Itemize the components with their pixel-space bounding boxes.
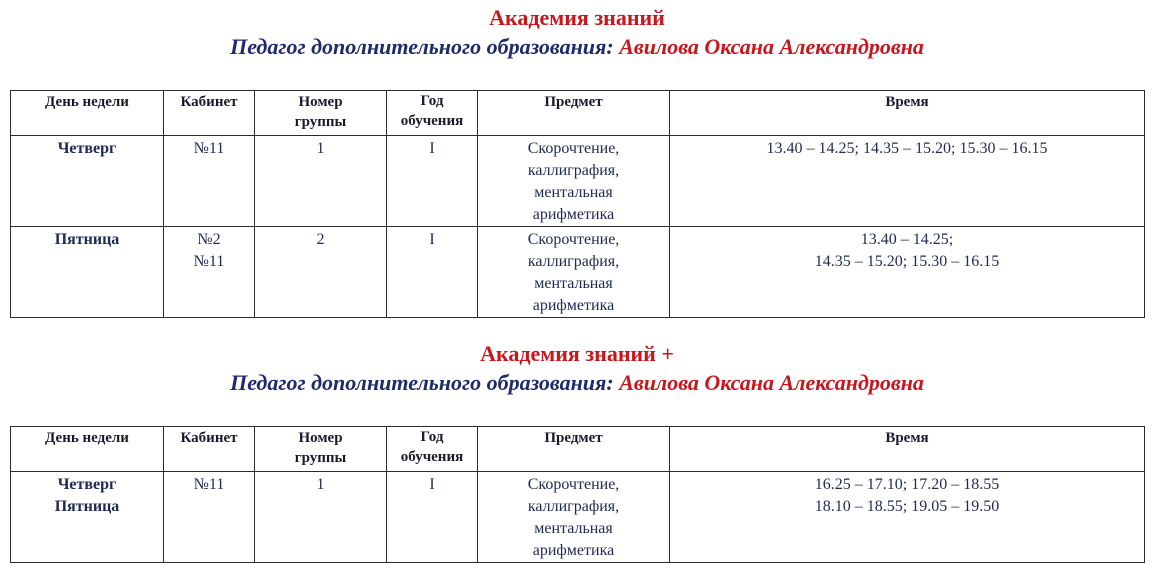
header-group: Номер группы	[255, 91, 387, 136]
cell-year: I	[387, 136, 478, 227]
header-room: Кабинет	[164, 427, 255, 472]
cell-group: 1	[255, 136, 387, 227]
header-year: Год обучения	[387, 427, 478, 472]
header-room: Кабинет	[164, 91, 255, 136]
header-day: День недели	[11, 91, 164, 136]
teacher-name: Авилова Оксана Александровна	[619, 34, 924, 59]
schedule-table	[10, 426, 1145, 563]
cell-time: 13.40 – 14.25; 14.35 – 15.20; 15.30 – 16.15	[670, 136, 1145, 227]
section-title: Академия знаний +	[480, 341, 674, 366]
schedule-section-2	[0, 336, 1154, 559]
table-row	[11, 136, 1145, 227]
table-header-row	[11, 427, 1145, 472]
header-group: Номер группы	[255, 427, 387, 472]
table-row	[11, 472, 1145, 563]
table-row	[11, 227, 1145, 318]
header-year: Год обучения	[387, 91, 478, 136]
schedule-table	[10, 90, 1145, 318]
cell-time: 13.40 – 14.25; 14.35 – 15.20; 15.30 – 16.15	[670, 227, 1145, 318]
cell-day: Четверг Пятница	[11, 472, 164, 563]
teacher-line	[0, 33, 1154, 61]
cell-year: I	[387, 227, 478, 318]
cell-subject: Скорочтение, каллиграфия, ментальная арифметика	[478, 472, 670, 563]
section-title: Академия знаний	[489, 5, 665, 30]
teacher-name: Авилова Оксана Александровна	[619, 370, 924, 395]
teacher-role-label: Педагог дополнительного образования:	[230, 370, 614, 395]
header-subject: Предмет	[478, 91, 670, 136]
teacher-role-label: Педагог дополнительного образования:	[230, 34, 614, 59]
cell-group: 1	[255, 472, 387, 563]
cell-group: 2	[255, 227, 387, 318]
cell-day: Четверг	[11, 136, 164, 227]
header-time: Время	[670, 427, 1145, 472]
header-day: День недели	[11, 427, 164, 472]
cell-day: Пятница	[11, 227, 164, 318]
teacher-line	[0, 369, 1154, 397]
header-time: Время	[670, 91, 1145, 136]
cell-subject: Скорочтение, каллиграфия, ментальная арифметика	[478, 227, 670, 318]
cell-room: №11	[164, 472, 255, 563]
table-header-row	[11, 91, 1145, 136]
cell-time: 16.25 – 17.10; 17.20 – 18.55 18.10 – 18.55; 19.05 – 19.50	[670, 472, 1145, 563]
cell-year: I	[387, 472, 478, 563]
cell-room: №2 №11	[164, 227, 255, 318]
cell-room: №11	[164, 136, 255, 227]
cell-subject: Скорочтение, каллиграфия, ментальная арифметика	[478, 136, 670, 227]
header-subject: Предмет	[478, 427, 670, 472]
